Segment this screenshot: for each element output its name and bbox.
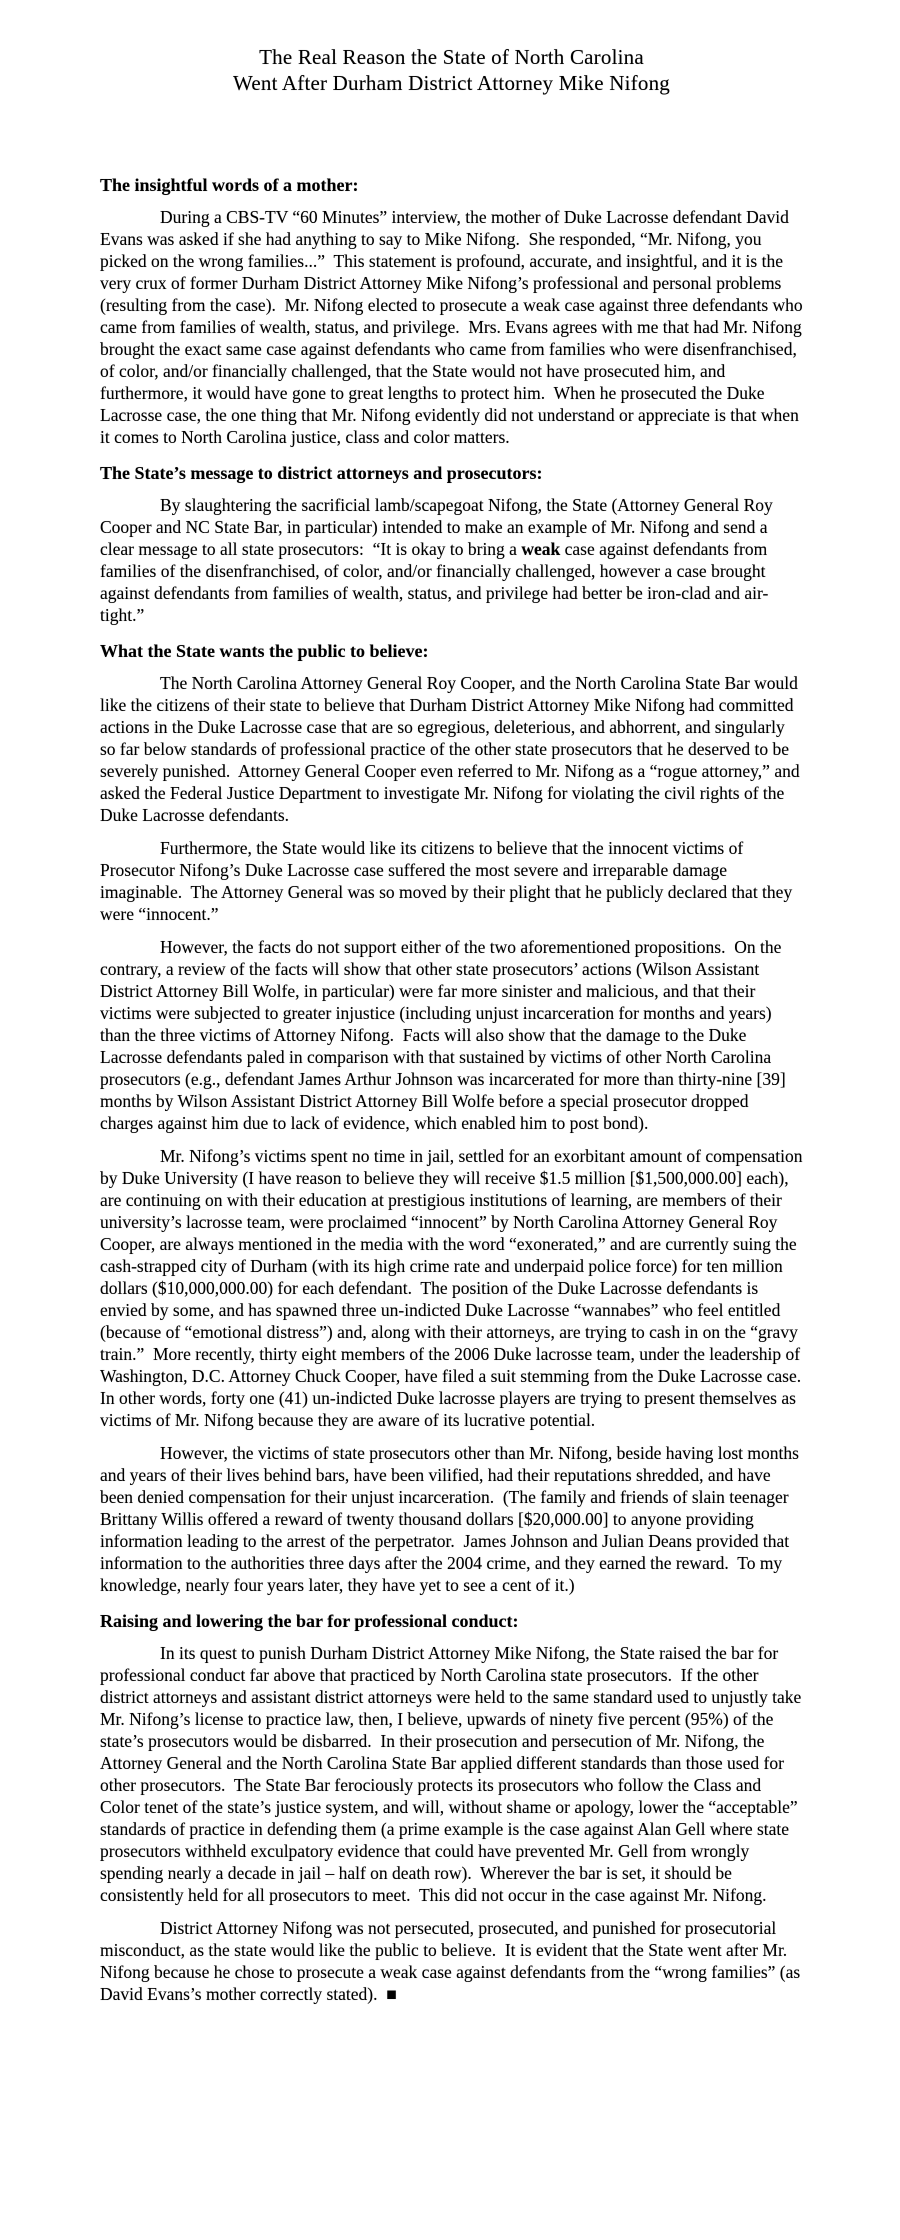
section-heading: What the State wants the public to believe: bbox=[100, 641, 429, 661]
text-run: District Attorney Nifong was not persecuted, prosecuted, and punished for prosecutorial misconduct, as the state would like the public to believe. It is evident that the State went after Mr. Nifong because he chose to prosecute a weak case against defendants from the “wrong families” (as David Evans’s mother correctly stated). bbox=[100, 1918, 805, 2004]
document-title bbox=[100, 44, 803, 96]
paragraph bbox=[100, 206, 808, 448]
section-heading: Raising and lowering the bar for professional conduct: bbox=[100, 1611, 519, 1631]
text-run: Furthermore, the State would like its citizens to believe that the innocent victims of Prosecutor Nifong’s Duke Lacrosse case suffered the most severe and irreparable damage imaginable. The Attorney General was so moved by their plight that he publicly declared that they were “innocent.” bbox=[100, 838, 797, 924]
section bbox=[100, 462, 803, 626]
text-run: During a CBS-TV “60 Minutes” interview, the mother of Duke Lacrosse defendant David Evans was asked if she had anything to say to Mike Nifong. She responded, “Mr. Nifong, you picked on the wrong families...” This statement is profound, accurate, and insightful, and it is the very crux of former Durham District Attorney Mike Nifong’s professional and personal problems (resulting from the case). Mr. Nifong elected to prosecute a weak case against three defendants who came from families of wealth, status, and privilege. Mrs. Evans agrees with me that had Mr. Nifong brought the exact same case against defendants who came from families who were disenfranchised, of color, and/or financially challenged, that the State would not have prosecuted him, and furthermore, it would have gone to great lengths to protect him. When he prosecuted the Duke Lacrosse case, the one thing that Mr. Nifong evidently did not understand or appreciate is that when it comes to North Carolina justice, class and color matters. bbox=[100, 207, 808, 447]
section bbox=[100, 640, 810, 1596]
title-line-2: Went After Durham District Attorney Mike Nifong bbox=[233, 71, 670, 95]
text-run: By slaughtering the sacrificial lamb/scapegoat Nifong, the State (Attorney General Roy Cooper and NC State Bar, in particular) intended to make an example of Mr. Nifong and send a clear message to all state prosecutors: “It is okay to bring a bbox=[100, 495, 778, 559]
text-run: In its quest to punish Durham District Attorney Mike Nifong, the State raised the bar for professional conduct far above that practiced by North Carolina state prosecutors. If the other district attorneys and assistant district attorneys were held to the same standard used to unjustly take Mr. Nifong’s license to practice law, then, I believe, upwards of ninety five percent (95%) of the state’s prosecutors would be disbarred. In their prosecution and persecution of Mr. Nifong, the Attorney General and the North Carolina State Bar applied different standards than those used for other prosecutors. The State Bar ferociously protects its prosecutors who follow the Class and Color tenet of the state’s justice system, and will, without shame or apology, lower the “acceptable” standards of practice in defending them (a prime example is the case against Alan Gell where state prosecutors withheld exculpatory evidence that could have prevented Mr. Gell from wrongly spending nearly a decade in jail – half on death row). Wherever the bar is set, it should be consistently held for all prosecutors to meet. This did not occur in the case against Mr. Nifong. bbox=[100, 1643, 806, 1905]
section-heading: The insightful words of a mother: bbox=[100, 175, 359, 195]
title-line-1: The Real Reason the State of North Carolina bbox=[259, 45, 644, 69]
paragraph bbox=[100, 936, 803, 1134]
sections bbox=[100, 174, 810, 2005]
text-run: However, the facts do not support either of the two aforementioned propositions. On the contrary, a review of the facts will show that other state prosecutors’ actions (Wilson Assistant District Attorney Bill Wolfe, in particular) were far more sinister and malicious, and that their victims were subjected to greater injustice (including unjust incarceration for months and years) than the three victims of Attorney Nifong. Facts will also show that the damage to the Duke Lacrosse defendants paled in comparison with that sustained by victims of other North Carolina prosecutors (e.g., defendant James Arthur Johnson was incarcerated for more than thirty-nine [39] months by Wilson Assistant District Attorney Bill Wolfe before a special prosecutor dropped charges against him due to lack of evidence, which enabled him to post bond). bbox=[100, 937, 791, 1133]
paragraph bbox=[100, 672, 803, 826]
end-of-article-mark: ■ bbox=[386, 1984, 397, 2004]
section bbox=[100, 1610, 806, 2005]
text-run: Mr. Nifong’s victims spent no time in jail, settled for an exorbitant amount of compensation by Duke University (I have reason to believe they will receive $1.5 million [$1,500,000.00] each), are continuing on with their education at prestigious institutions of learning, are members of their university’s lacrosse team, were proclaimed “innocent” by North Carolina Attorney General Roy Cooper, are always mentioned in the media with the word “exonerated,” and are currently suing the cash-strapped city of Durham (with its high crime rate and underpaid police force) for ten million dollars ($10,000,000.00) for each defendant. The position of the Duke Lacrosse defendants is envied by some, and has spawned three un-indicted Duke Lacrosse “wannabes” who feel entitled (because of “emotional distress”) and, along with their attorneys, are trying to cash in on the “gravy train.” More recently, thirty eight members of the 2006 Duke lacrosse team, under the leadership of Washington, D.C. Attorney Chuck Cooper, have filed a suit stemming from the Duke Lacrosse case. In other words, forty one (41) un-indicted Duke lacrosse players are trying to present themselves as victims of Mr. Nifong because they are aware of its lucrative potential. bbox=[100, 1146, 810, 1430]
text-run: case against defendants from families of the disenfranchised, of color, and/or financially challenged, however a case brought against defendants from families of wealth, status, and privilege had better be iron-clad and air-tight.” bbox=[100, 539, 772, 625]
paragraph bbox=[100, 494, 803, 626]
paragraph bbox=[100, 1145, 810, 1431]
text-run: The North Carolina Attorney General Roy Cooper, and the North Carolina State Bar would like the citizens of their state to believe that Durham District Attorney Mike Nifong had committed actions in the Duke Lacrosse case that are so egregious, deleterious, and abhorrent, and singularly so far below standards of professional practice of the other state prosecutors that he deserved to be severely punished. Attorney General Cooper even referred to Mr. Nifong as a “rogue attorney,” and asked the Federal Justice Department to investigate Mr. Nifong for violating the civil rights of the Duke Lacrosse defendants. bbox=[100, 673, 804, 825]
text-run: However, the victims of state prosecutors other than Mr. Nifong, beside having lost months and years of their lives behind bars, have been vilified, had their reputations shredded, and have been denied compensation for their unjust incarceration. (The family and friends of slain teenager Brittany Willis offered a reward of twenty thousand dollars [$20,000.00] to anyone providing information leading to the arrest of the perpetrator. James Johnson and Julian Deans provided that information to the authorities three days after the 2004 crime, and they earned the reward. To my knowledge, nearly four years later, they have yet to see a cent of it.) bbox=[100, 1443, 804, 1595]
paragraph bbox=[100, 1442, 803, 1596]
paragraph bbox=[100, 837, 803, 925]
section bbox=[100, 174, 808, 448]
paragraph bbox=[100, 1642, 806, 1906]
bold-text: weak bbox=[521, 539, 561, 559]
paragraph bbox=[100, 1917, 803, 2005]
section-heading: The State’s message to district attorneys and prosecutors: bbox=[100, 463, 543, 483]
